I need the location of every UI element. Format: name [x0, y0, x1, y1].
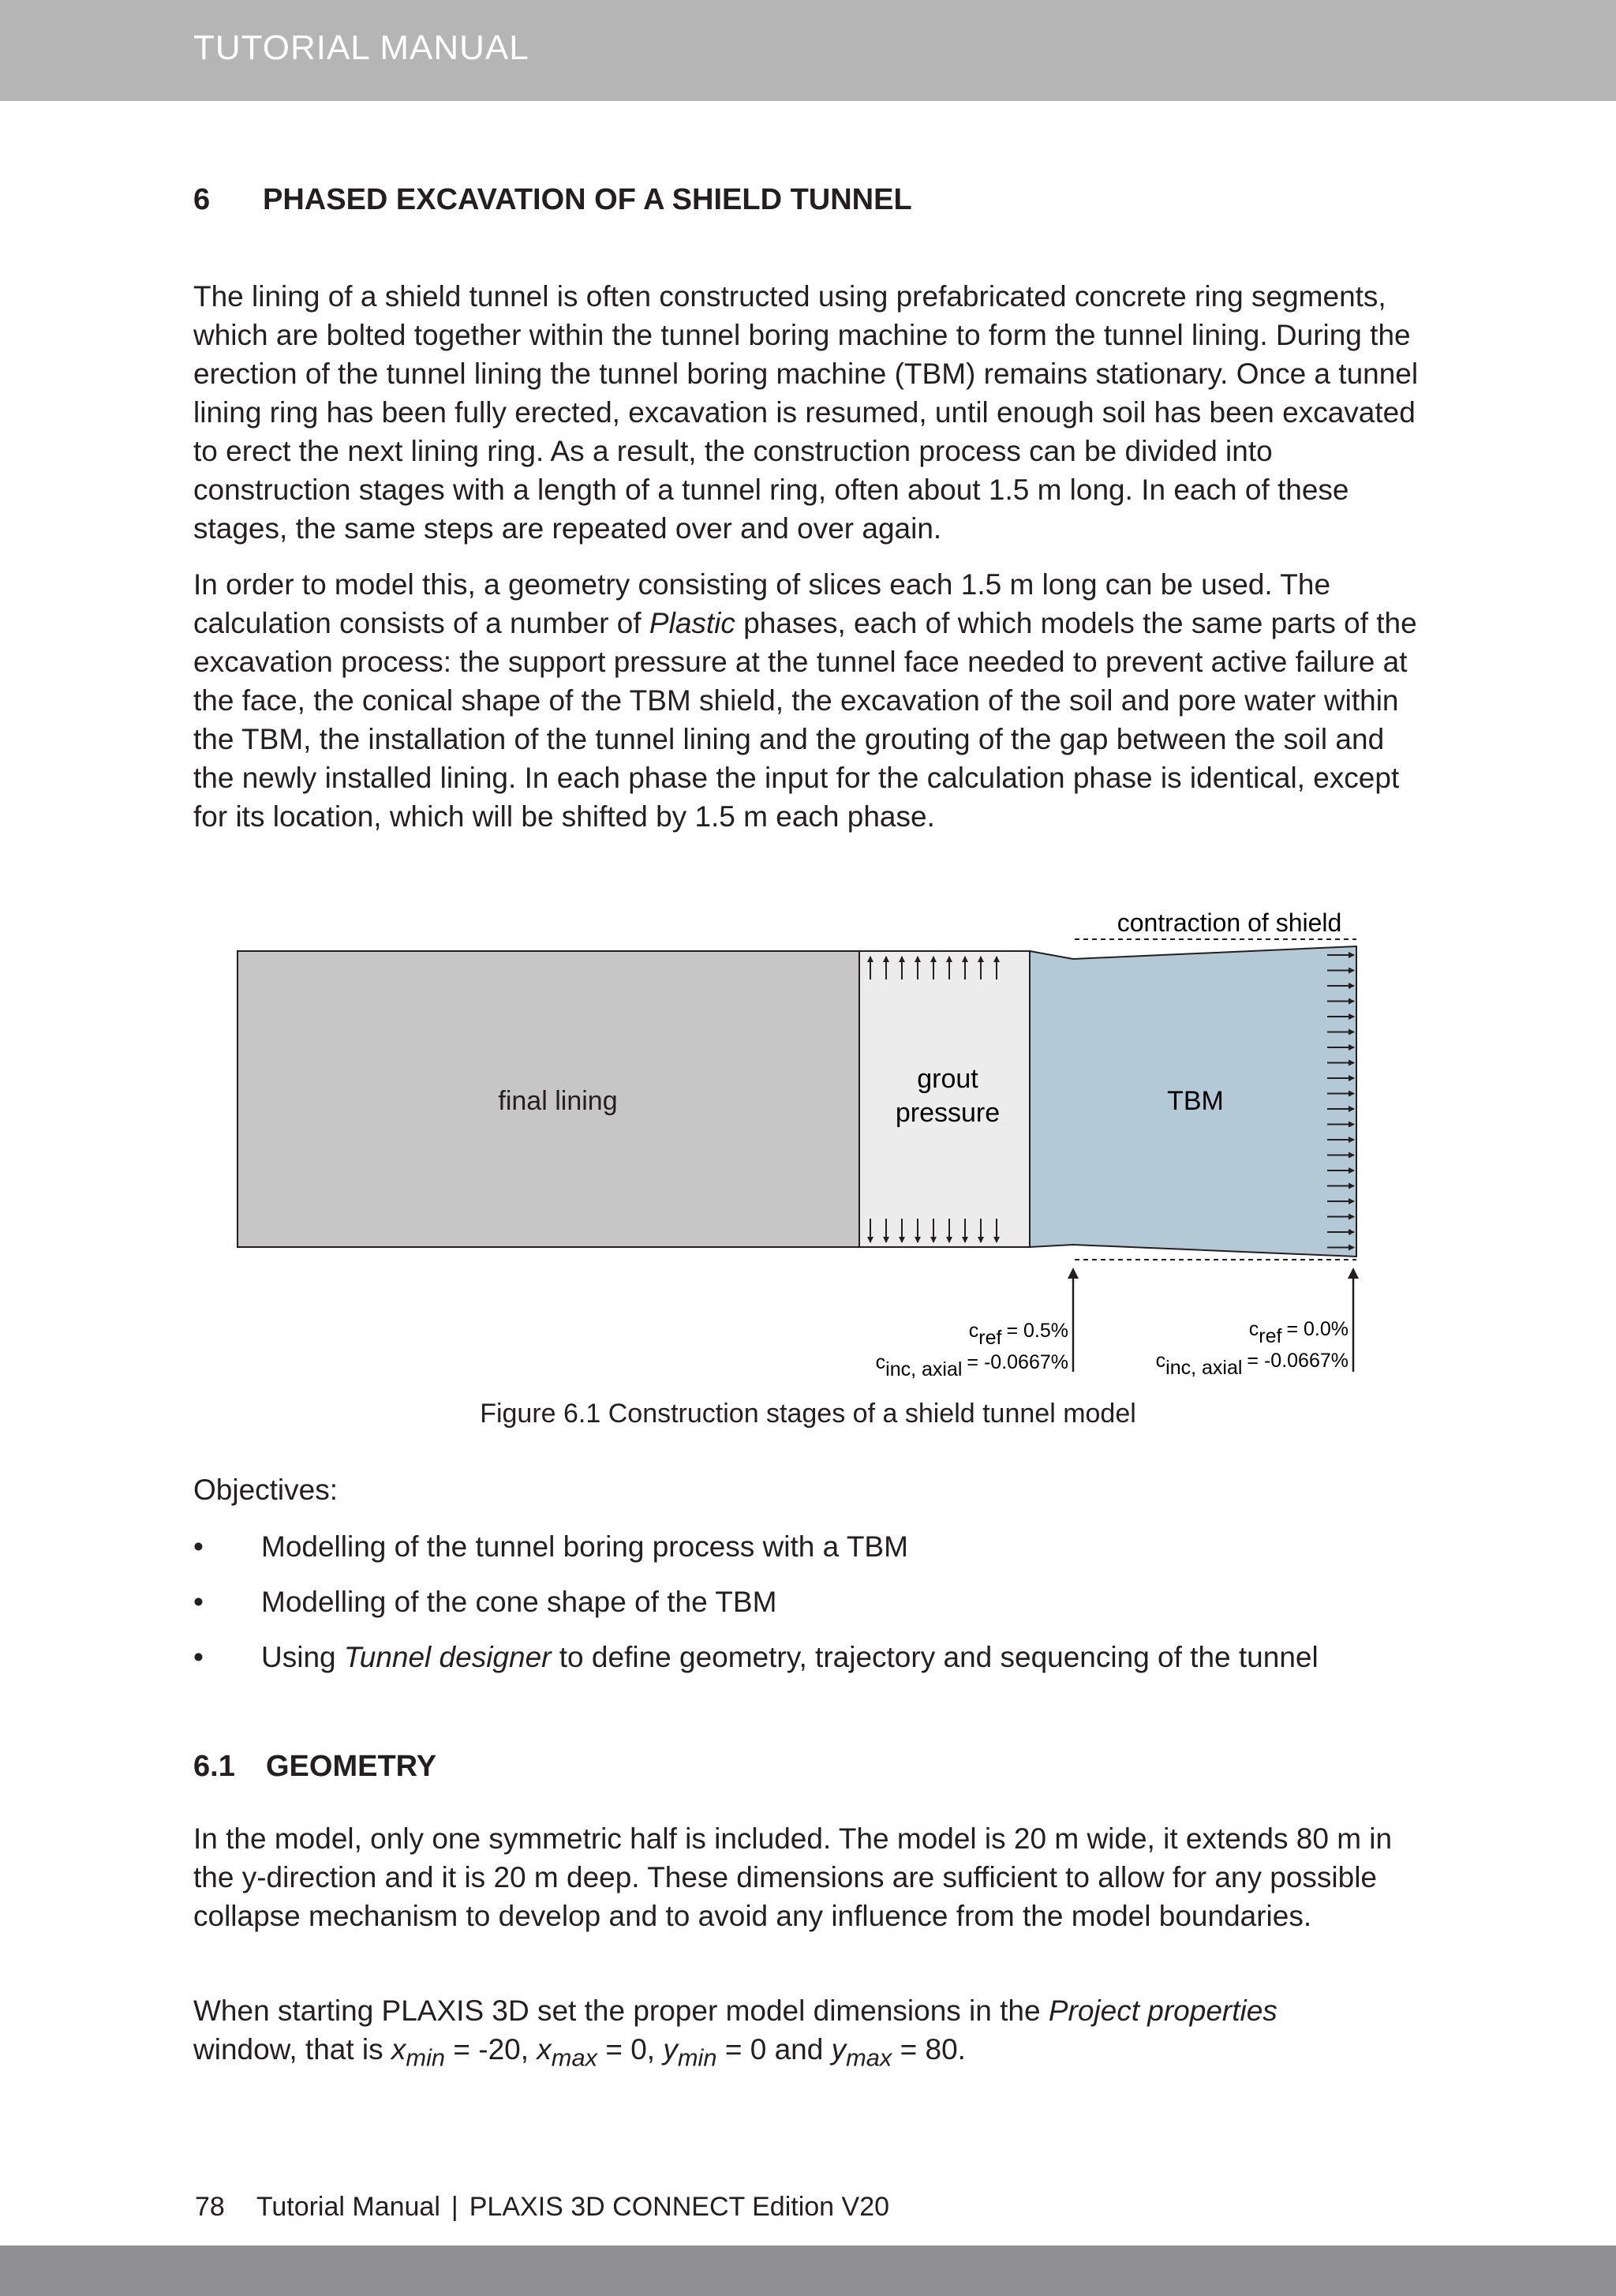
- footer-manual: Tutorial Manual: [256, 2192, 440, 2222]
- objective-3-italic: Tunnel designer: [343, 1641, 552, 1673]
- footer-bar: [0, 2245, 1616, 2296]
- xmax-sub: max: [551, 2043, 598, 2072]
- left-cref-value: = 0.5%: [1006, 1320, 1068, 1342]
- objectives-label: Objectives:: [193, 1474, 339, 1506]
- right-cinc-sub: inc, axial: [1165, 1357, 1243, 1379]
- footer-product: PLAXIS 3D CONNECT Edition V20: [469, 2192, 890, 2222]
- section-title: GEOMETRY: [266, 1750, 437, 1783]
- left-cinc-value: = -0.0667%: [967, 1351, 1068, 1373]
- section-heading: [193, 1750, 436, 1784]
- paragraph-model-italic: Plastic: [649, 607, 735, 639]
- xmin-value: = -20,: [445, 2033, 537, 2066]
- left-cref-sub: ref: [978, 1327, 1002, 1349]
- xmax-value: = 0,: [597, 2033, 664, 2066]
- right-cref-c: c: [1248, 1318, 1259, 1340]
- paragraph-model: [193, 565, 1424, 836]
- ymax-value: = 80.: [892, 2033, 966, 2066]
- ymin-y: y: [663, 2033, 678, 2066]
- bullet-dot: •: [193, 1641, 204, 1673]
- paragraph-geometry: In the model, only one symmetric half is included. The model is 20 m wide, it extends 80 m in the y-direction and it is 20 m deep. These dimensions are sufficient to allow for any possible collapse mechanism to develop and to avoid any influence from the model boundaries.: [193, 1822, 1393, 1932]
- bullet-dot: •: [193, 1586, 204, 1618]
- header-title: TUTORIAL MANUAL: [193, 28, 529, 67]
- xmin-sub: min: [406, 2043, 446, 2072]
- paragraph-dimensions: [193, 1991, 1424, 2077]
- ymax-y: y: [831, 2033, 847, 2066]
- left-cinc-annotation: [876, 1351, 1068, 1380]
- right-cref-value: = 0.0%: [1286, 1318, 1349, 1340]
- list-item: [193, 1638, 1456, 1676]
- bullet-dot: •: [193, 1530, 204, 1563]
- right-cinc-c: c: [1155, 1350, 1166, 1372]
- objective-3-text-1: Using: [261, 1641, 344, 1673]
- dimensions-text-1: When starting PLAXIS 3D set the proper model dimensions in the: [193, 1994, 1049, 2027]
- dimensions-italic: Project properties: [1048, 1994, 1277, 2027]
- tbm-label: TBM: [1167, 1086, 1224, 1116]
- left-cref-annotation: [969, 1320, 1068, 1349]
- objectives-list: [193, 1527, 1456, 1693]
- objective-2: Modelling of the cone shape of the TBM: [261, 1586, 777, 1618]
- right-cinc-value: = -0.0667%: [1247, 1350, 1349, 1372]
- paragraph-intro: The lining of a shield tunnel is often constructed using prefabricated concrete ring segments, which are bolted together within the tunnel boring machine to form the tunnel lining. During the erection of the tunnel lining the tunnel boring machine (TBM) remains stationary. Once a tunnel lining ring has been fully erected, excavation is resumed, until enough soil has been excavated to erect the next lining ring. As a result, the construction process can be divided into construction stages with a length of a tunnel ring, often about 1.5 m long. In each of these stages, the same steps are repeated over and over again.: [193, 280, 1419, 545]
- header-bar: [0, 0, 1616, 101]
- objective-1: Modelling of the tunnel boring process with a TBM: [261, 1530, 908, 1563]
- list-item: [193, 1582, 1456, 1621]
- contraction-label: contraction of shield: [1117, 908, 1342, 937]
- figure-shield-tunnel: [0, 900, 1616, 1389]
- list-item: [193, 1527, 1456, 1566]
- ymax-sub: max: [846, 2043, 892, 2072]
- chapter-number: 6: [193, 183, 211, 216]
- left-cref-c: c: [968, 1320, 979, 1342]
- left-cinc-sub: inc, axial: [885, 1358, 963, 1380]
- page-footer: [195, 2192, 889, 2223]
- final-lining-label: final lining: [498, 1086, 618, 1116]
- left-cinc-c: c: [875, 1351, 886, 1373]
- xmin-x: x: [391, 2033, 406, 2066]
- dimensions-text-2: window, that is: [193, 2033, 391, 2066]
- xmax-x: x: [537, 2033, 552, 2066]
- chapter-title: PHASED EXCAVATION OF A SHIELD TUNNEL: [263, 183, 912, 216]
- figure-diagram: [0, 900, 1616, 1389]
- grout-label-line2: pressure: [895, 1098, 1001, 1128]
- chapter-heading: [193, 183, 912, 217]
- right-cref-annotation: [1249, 1318, 1349, 1347]
- section-number: 6.1: [193, 1750, 235, 1783]
- page-number: 78: [195, 2192, 225, 2222]
- paragraph-model-text-2: phases, each of which models the same parts of the excavation process: the support pressure at the tunnel face needed to prevent active failure at the face, the conical shape of the TBM shield, the excavation of the soil and pore water within the TBM, the installation of the tunnel lining and the grouting of the gap between the soil and the newly installed lining. In each phase the input for the calculation phase is identical, except for its location, which will be shifted by 1.5 m each phase.: [193, 607, 1417, 833]
- paragraph-model-text-1: In order to model this, a geometry consisting of slices each 1.5 m long can be used. The calculation consists of a number of: [193, 568, 1331, 639]
- ymin-sub: min: [677, 2043, 717, 2072]
- grout-label-line1: grout: [917, 1064, 978, 1094]
- objective-3-text-2: to define geometry, trajectory and sequencing of the tunnel: [551, 1641, 1319, 1673]
- right-cref-sub: ref: [1259, 1325, 1282, 1347]
- right-cinc-annotation: [1156, 1350, 1349, 1379]
- ymin-value: = 0 and: [716, 2033, 832, 2066]
- figure-caption: Figure 6.1 Construction stages of a shield tunnel model: [480, 1399, 1136, 1429]
- footer-separator: |: [451, 2192, 458, 2222]
